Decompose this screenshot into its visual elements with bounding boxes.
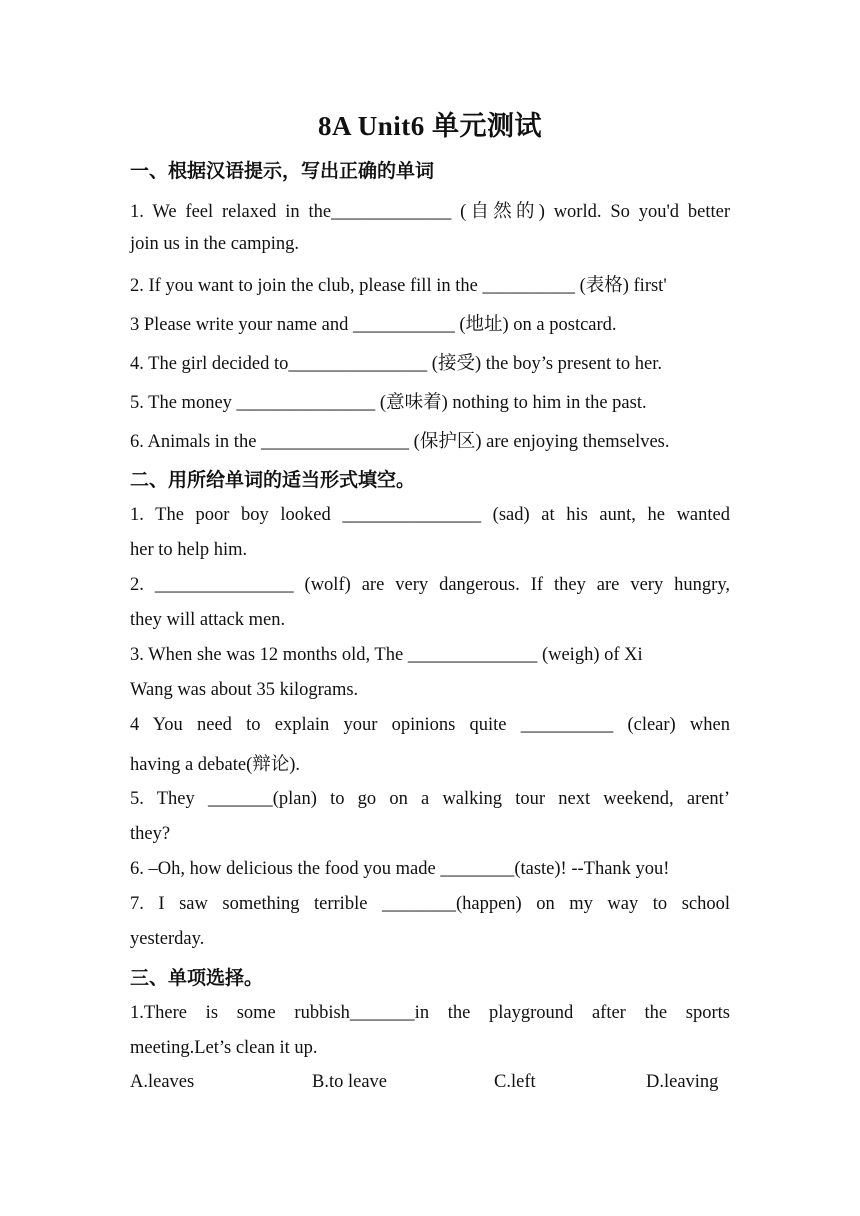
section-2-heading: 二、用所给单词的适当形式填空。 <box>130 469 416 491</box>
s3-line-2: meeting.Let’s clean it up. <box>130 1038 318 1058</box>
option-c: C.left <box>494 1072 536 1092</box>
s2-line-2: her to help him. <box>130 540 248 560</box>
s2-line-9: 5. They _______(plan) to go on a walking tour next weekend, arent’ <box>130 789 730 809</box>
s2-line-4: they will attack men. <box>130 610 286 630</box>
s1-line-1: 1. We feel relaxed in the_____________ (自然的) world. So you'd better <box>130 202 730 222</box>
s2-line-12: 7. I saw something terrible ________(happen) on my way to school <box>130 894 730 914</box>
s2-line-3: 2. _______________ (wolf) are very dangerous. If they are very hungry, <box>130 575 730 595</box>
section-3-heading: 三、单项选择。 <box>130 967 264 989</box>
page-title: 8A Unit6 单元测试 <box>317 111 543 141</box>
s1-line-7: 6. Animals in the ________________ (保护区) are enjoying themselves. <box>130 432 670 452</box>
s1-line-5: 4. The girl decided to_______________ (接受) the boy’s present to her. <box>130 354 662 374</box>
option-a: A.leaves <box>130 1072 195 1092</box>
s1-line-4: 3 Please write your name and ___________ (地址) on a postcard. <box>130 315 617 335</box>
s2-line-6: Wang was about 35 kilograms. <box>130 680 359 700</box>
s1-line-3: 2. If you want to join the club, please fill in the __________ (表格) first' <box>130 276 667 296</box>
s2-line-5: 3. When she was 12 months old, The ______________ (weigh) of Xi <box>130 645 643 665</box>
s2-line-10: they? <box>130 824 171 844</box>
s2-line-7: 4 You need to explain your opinions quite __________ (clear) when <box>130 715 730 735</box>
s3-line-1: 1.There is some rubbish_______in the playground after the sports <box>130 1003 730 1023</box>
s1-line-6: 5. The money _______________ (意味着) nothing to him in the past. <box>130 393 647 413</box>
s2-line-1: 1. The poor boy looked _______________ (sad) at his aunt, he wanted <box>130 505 730 525</box>
option-b: B.to leave <box>312 1072 388 1092</box>
option-d: D.leaving <box>646 1072 719 1092</box>
s2-line-11: 6. –Oh, how delicious the food you made ________(taste)! --Thank you! <box>130 859 670 879</box>
section-1-heading: 一、根据汉语提示，写出正确的单词 <box>130 160 435 182</box>
s2-line-13: yesterday. <box>130 929 205 949</box>
s1-line-2: join us in the camping. <box>130 234 300 254</box>
s2-line-8: having a debate(辩论). <box>130 755 301 775</box>
